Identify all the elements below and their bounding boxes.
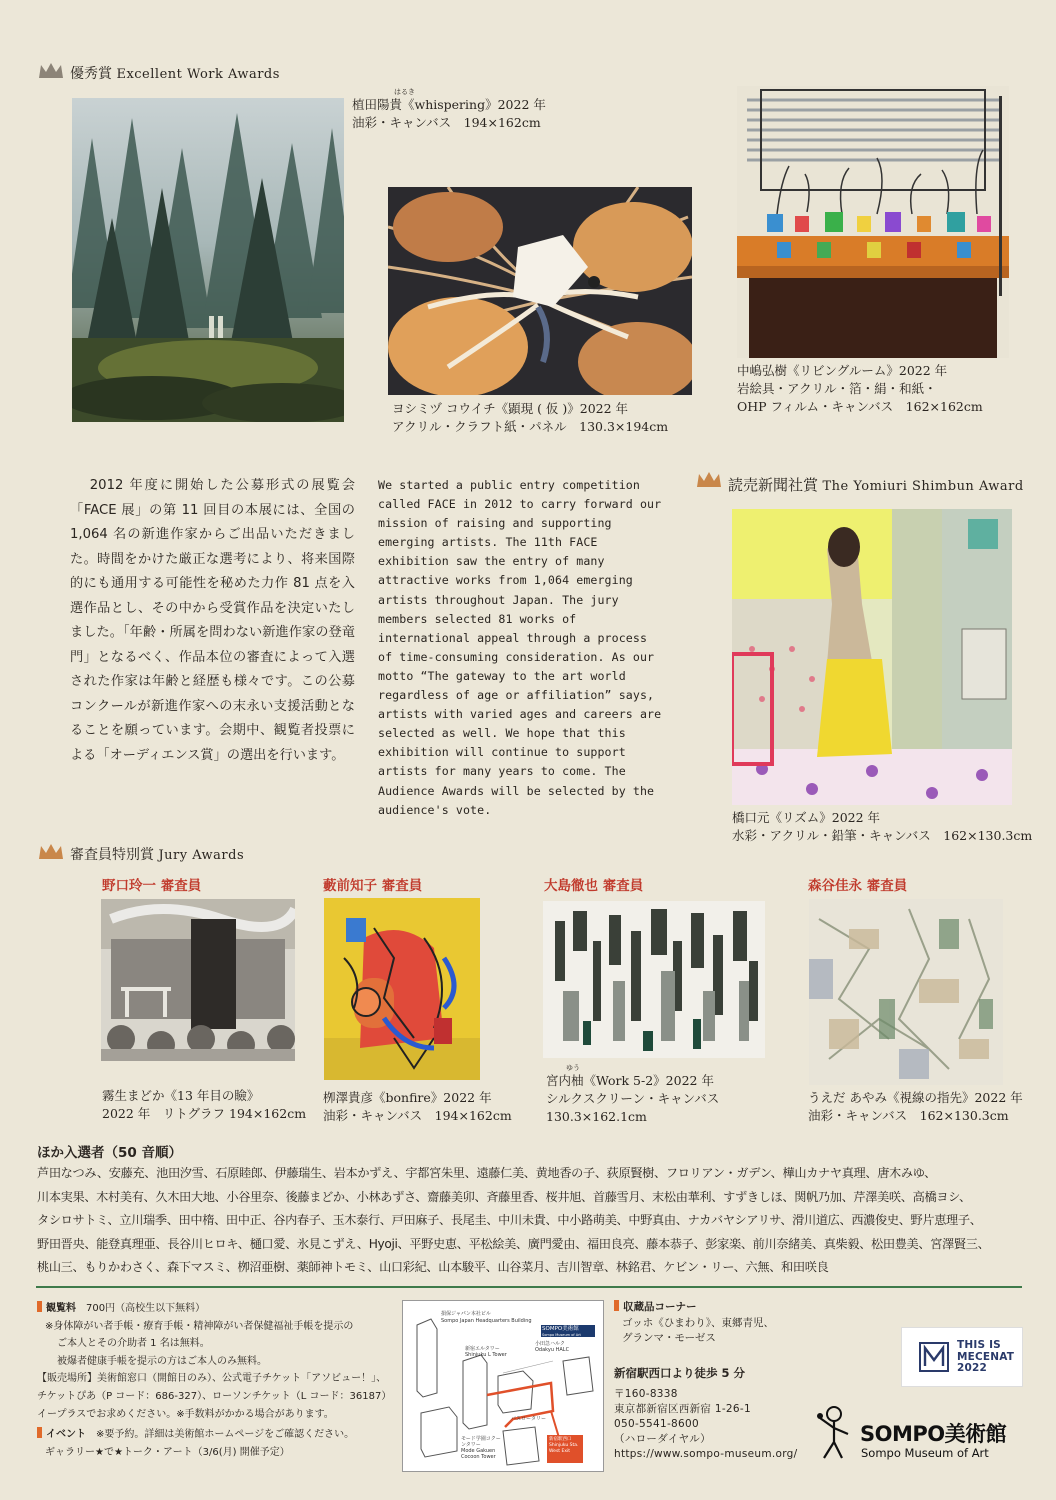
- caption-kengen: ヨシミヅ コウイチ《顕現 ( 仮 )》2022 年 アクリル・クラフト紙・パネル 130.3×194cm: [392, 401, 669, 434]
- map-label-halc: 小田急ハルク Odakyu HALC: [535, 1341, 570, 1353]
- sompo-logo-name: SOMPO美術館: [860, 1422, 1007, 1446]
- juror-name: 野口玲一 審査員: [102, 878, 202, 894]
- caption-bonfire: 栁澤貴彦《bonfire》2022 年 油彩・キャンバス 194×162cm: [323, 1090, 512, 1123]
- mecenat-text: THIS IS MECENAT 2022: [957, 1339, 1015, 1374]
- info-block: 観覧料 700円（高校生以下無料） ※身体障がい者手帳・療育手帳・精神障がい者保健福祉手帳を提示の ご本人とその介助者 1 名は無料。 被爆者健康手帳を提示の方はご本人のみ無料。 【販売場所】美術館窓口（開館日のみ）、公式電子チケット「アソビュー！」、 チケットぴあ（P コード：686-327）、ローソンチケット（L コード：36187） イープラスでお求めください。※手数料がかかる場合があります。 イベント ※要予約。詳細は美術館ホームページをご確認ください。 ギャラリー★で★トーク・アート（3/6(月) 開催予定）: [37, 1300, 392, 1461]
- yomiuri-title-en: The Yomiuri Shimbun Award: [822, 479, 1024, 494]
- divider: [36, 1286, 1022, 1288]
- map-label-museum: SOMPO美術館 Sompo Museum of Art: [542, 1326, 581, 1337]
- artwork-kengen: [388, 187, 692, 395]
- caption-gaze-fingertip: うえだ あやみ《視線の指先》2022 年 油彩・キャンバス 162×130.3cm: [808, 1090, 1023, 1123]
- event-label: イベント: [46, 1429, 86, 1441]
- artwork-rhythm: [732, 509, 1012, 805]
- artwork-living-room: [737, 86, 1009, 358]
- event-item: ギャラリー★で★トーク・アート（3/6(月) 開催予定）: [45, 1446, 290, 1458]
- caption-work-5-2: ゆう 宮内柚《Work 5-2》2022 年 シルクスクリーン・キャンバス 130.3×162.1cm: [546, 1064, 720, 1124]
- caption-ruby: ゆう: [566, 1064, 580, 1072]
- yomiuri-title-jp: 読売新聞社賞: [728, 476, 819, 494]
- map-label-hq: 損保ジャパン本社ビル Sompo Japan Headquarters Building: [441, 1311, 532, 1324]
- mecenat-logo: [901, 1327, 1023, 1387]
- caption-ruby: はるき: [394, 88, 415, 96]
- fee-value: 700円（高校生以下無料）: [86, 1303, 206, 1314]
- excellent-title-jp: 優秀賞: [70, 66, 112, 82]
- others-line: 野田晋央、能登真理亜、長谷川ヒロキ、樋口愛、氷見こずえ、Hyoji、平野史恵、平松絵美、廣門愛由、福田良亮、藤本恭子、彭家楽、前川奈緒美、真柴毅、松田豊美、宮澤賢三、: [37, 1236, 990, 1251]
- yomiuri-award-title: [728, 474, 1024, 495]
- juror-name: 藪前知子 審査員: [323, 878, 423, 894]
- excellent-title-en: Excellent Work Awards: [116, 67, 280, 82]
- map-label-west-exit: 新宿駅西口 Shinjuku Sta. West Exit: [547, 1435, 583, 1463]
- mecenat-m-icon: [919, 1342, 949, 1372]
- juror-name: 森谷佳永 審査員: [808, 878, 908, 894]
- crown-icon: [38, 843, 64, 861]
- juror-name: 大島徹也 審査員: [544, 878, 644, 894]
- caption-living-room: 中嶋弘樹《リビングルーム》2022 年 岩絵具・アクリル・箔・絹・和紙・ OHP フィルム・キャンバス 162×162cm: [737, 363, 983, 414]
- map-label-bus: バスロータリー: [511, 1416, 547, 1422]
- bullet-mark: [37, 1301, 42, 1312]
- map-label-l-tower: 新宿エルタワー Shinjuku L Tower: [465, 1346, 507, 1358]
- artwork-whispering: [72, 98, 344, 422]
- caption-13th-eyelid: 霧生まどか《13 年目の瞼》 2022 年 リトグラフ 194×162cm: [102, 1088, 307, 1121]
- jury-awards-title: [70, 844, 244, 864]
- crown-icon: [696, 471, 722, 489]
- access-walk: 新宿駅西口より徒歩 5 分: [614, 1366, 746, 1380]
- intro-text-jp: 2012 年度に開始した公募形式の展覧会「FACE 展」の第 11 回目の本展には、全国の 1,064 名の新進作家からご出品いただきました。時間をかけた厳正な選考により、将来国際的にも通用する可能性を秘めた力作 81 点を入選作品とし、その中から受賞作品を決定いたしました。「年齢・所属を問わない新進作家の登竜門」となるべく、作品本位の審査によって入選された作家は年齢と経歴も様々です。この公募コンクールが新進作家への末永い支援活動となることを願っています。会期中、観覧者投票による「オーディエンス賞」の選出を行います。: [70, 478, 355, 763]
- jury-title-en: Jury Awards: [158, 848, 245, 863]
- access-block: [614, 1387, 797, 1462]
- sompo-mascot-icon: [816, 1404, 852, 1460]
- access-address: 東京都新宿区西新宿 1-26-1: [614, 1403, 751, 1415]
- jury-title-jp: 審査員特別賞: [70, 847, 154, 863]
- bullet-mark: [614, 1300, 619, 1311]
- collection-block: 収蔵品コーナー ゴッホ《ひまわり》、東郷青児、 グランマ・モーゼス: [614, 1300, 774, 1347]
- crown-icon: [38, 62, 64, 80]
- others-list: [37, 1162, 1027, 1280]
- intro-text-en: We started a public entry competition called FACE in 2012 to carry forward our mission of raising and supporting emerging artists. The 11th FACE exhibition saw the entry of many attractive works from 1,064 emerging artists throughout Japan. The jury members selected 81 works of international appeal through a process of time-consuming consideration. As our motto “The gateway to the art world regardless of age or affiliation” says, artists with varied ages and careers are selected as well. We hope that this exhibition will continue to support artists for many years to come. The Audience Awards will be selected by the audience's vote.: [378, 478, 662, 817]
- bullet-mark: [37, 1427, 42, 1438]
- museum-website-link[interactable]: https://www.sompo-museum.org/: [614, 1448, 798, 1460]
- artwork-gaze-fingertip: [809, 899, 1003, 1085]
- artwork-13th-eyelid: [101, 899, 295, 1061]
- map-label-cocoon: モード学園コクーンタワー Mode Gakuen Cocoon Tower: [461, 1436, 501, 1460]
- access-zip: 〒160-8338: [614, 1388, 678, 1400]
- excellent-awards-title: [70, 63, 280, 83]
- sompo-logo-en: Sompo Museum of Art: [861, 1446, 989, 1460]
- access-tel-note: （ハローダイヤル）: [614, 1433, 711, 1445]
- caption-whispering: はるき 植田陽貴《whispering》2022 年 油彩・キャンバス 194×162cm: [352, 88, 546, 130]
- others-heading: ほか入選者（50 音順）: [37, 1145, 182, 1161]
- access-tel: 050-5541-8600: [614, 1418, 699, 1430]
- others-line: 桃山三、もりかわさく、森下マスミ、栁沼亜樹、薬師神トモミ、山口彩紀、山本駿平、山谷菜月、吉川智章、林銘君、ケビン・リー、六無、和田咲良: [37, 1260, 829, 1275]
- others-line: タシロサトミ、立川瑞季、田中楕、田中正、谷内春子、玉木泰行、戸田麻子、長尾圭、中川未貴、中小路萌美、中野真由、ナカバヤシアリサ、滑川道広、西濃俊史、野片恵理子、: [37, 1213, 982, 1228]
- artwork-work-5-2: [543, 901, 765, 1058]
- caption-rhythm: 橋口元《リズム》2022 年 水彩・アクリル・鉛筆・キャンバス 162×130.3cm: [732, 810, 1033, 843]
- collection-label: 収蔵品コーナー: [623, 1301, 697, 1313]
- access-map: [402, 1300, 604, 1472]
- fee-label: 観覧料: [46, 1303, 76, 1314]
- artwork-bonfire: [324, 898, 480, 1080]
- others-line: 芦田なつみ、安藤充、池田汐雪、石原睦郎、伊藤瑞生、岩本かずえ、宇都宮朱里、遠藤仁美、黄地香の子、荻原賢樹、フロリアン・ガデン、樺山カナヤ真理、唐木みゆ、: [37, 1166, 936, 1180]
- others-line: 川本実果、木村美有、久木田大地、小谷里奈、後藤まどか、小林あずさ、齋藤美卯、斉藤里香、桜井旭、首藤雪月、末松由華利、すずきしほ、関帆乃加、芹澤美咲、高橋ヨシ、: [37, 1189, 971, 1204]
